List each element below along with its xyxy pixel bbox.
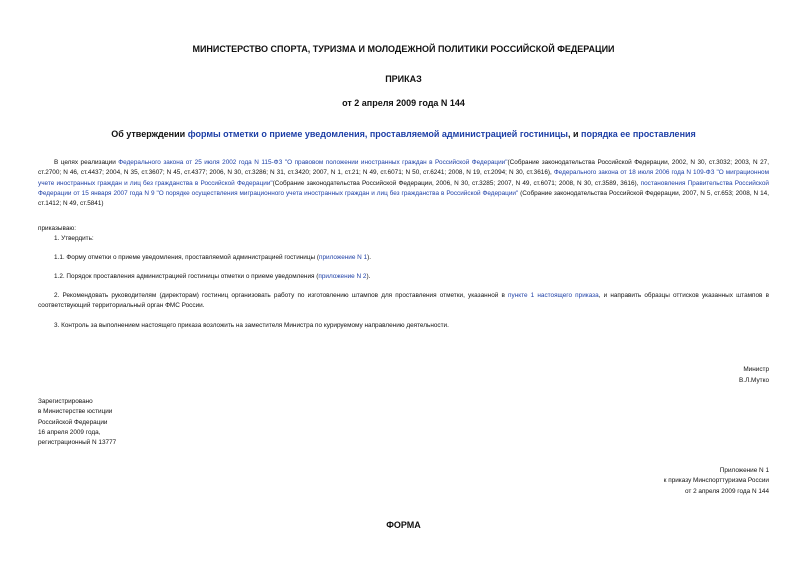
- document-type: ПРИКАЗ: [385, 74, 422, 84]
- document-date: от 2 апреля 2009 года N 144: [342, 98, 465, 108]
- registration-line: Российской Федерации: [38, 418, 108, 426]
- order-word: приказываю:: [38, 225, 76, 232]
- item-1-2: 1.2. Порядок проставления администрацией гостиницы отметки о приеме уведомления (приложение N 2).: [54, 273, 371, 280]
- item-1: 1. Утвердить:: [54, 235, 94, 242]
- document-title: [0, 129, 807, 139]
- registration-block: [38, 397, 116, 448]
- title-link-form[interactable]: формы отметки о приеме уведомления, проставляемой администрацией гостиницы: [187, 129, 568, 139]
- item-1-1: 1.1. Форму отметки о приеме уведомления, проставляемой администрацией гостиницы (приложение N 1).: [54, 254, 372, 261]
- preamble-text-3: (Собрание законодательства Российской Федерации, 2006, N 30, ст.3285; 2007, N 49, ст.6071; 2008, N 30, ст.3589, 3616),: [272, 179, 641, 187]
- registration-line: 16 апреля 2009 года,: [38, 428, 101, 436]
- appendix-line: к приказу Минспорттуризма России: [663, 477, 769, 485]
- registration-line: Зарегистрировано: [38, 398, 93, 405]
- appendix-block: [664, 466, 769, 497]
- title-text-1: Об утверждении: [111, 129, 188, 139]
- link-appendix-2[interactable]: приложение N 2: [318, 273, 367, 280]
- preamble-text-1: В целях реализации: [54, 159, 119, 166]
- preamble-link-law-109[interactable]: Федерального закона от 18 июля 2006 года N 109-ФЗ "О миграционном учете иностранных граждан и лиц без гражданства в Российской Федерации": [38, 169, 769, 187]
- title-text-2: , и: [567, 129, 582, 139]
- preamble-text-4: (Собрание законодательства Российской Федерации, 2007, N 5, ст.653; 2008, N 14, ст.1412; N 49, ст.5841): [38, 189, 769, 208]
- item-3: 3. Контроль за выполнением настоящего приказа возложить на заместителя Министра по курируемому направлению деятельности.: [54, 322, 449, 329]
- preamble-paragraph: [38, 158, 769, 209]
- appendix-line: Приложение N 1: [719, 467, 769, 474]
- link-appendix-1[interactable]: приложение N 1: [319, 254, 368, 261]
- appendix-line: от 2 апреля 2009 года N 144: [684, 487, 769, 495]
- signature-name: В.Л.Мутко: [739, 377, 769, 384]
- ministry-heading: МИНИСТЕРСТВО СПОРТА, ТУРИЗМА И МОЛОДЕЖНОЙ ПОЛИТИКИ РОССИЙСКОЙ ФЕДЕРАЦИИ: [192, 44, 615, 54]
- form-heading: ФОРМА: [386, 520, 421, 530]
- registration-line: регистрационный N 13777: [38, 439, 117, 447]
- preamble-link-law-115[interactable]: Федерального закона от 25 июля 2002 года N 115-ФЗ "О правовом положении иностранных граждан в Российской Федерации": [118, 159, 508, 166]
- item-2: 2. Рекомендовать руководителям (директорам) гостиниц организовать работу по изготовлению штампов для проставления отметки, указанной в пункте 1 настоящего приказа, и направить образцы оттисков указанных штампов в соответствующий территориальный орган ФМС России.: [38, 292, 769, 310]
- registration-line: в Министерстве юстиции: [38, 408, 113, 416]
- title-link-procedure[interactable]: порядка ее проставления: [581, 129, 696, 139]
- link-item-1[interactable]: пункте 1 настоящего приказа: [508, 292, 599, 299]
- preamble-link-resolution-9[interactable]: постановления Правительства Российской Федерации от 15 января 2007 года N 9 "О порядке осуществления миграционного учета иностранных граждан и лиц без гражданства в Российской Федерации": [38, 179, 769, 197]
- preamble-text-2: (Собрание законодательства Российской Федерации, 2002, N 30, ст.3032; 2003, N 27, ст.2700; N 46, ст.4437; 2004, N 35, ст.3607; N 45, ст.4377; 2006, N 30, ст.3286; N 31, ст.3420; 2007, N 1, ст.21; N 49, ст.6071; N 50, ст.6241; 2008, N 19, ст.2094; N 30, ст.3616),: [38, 159, 770, 177]
- signature-position: Министр: [743, 366, 769, 373]
